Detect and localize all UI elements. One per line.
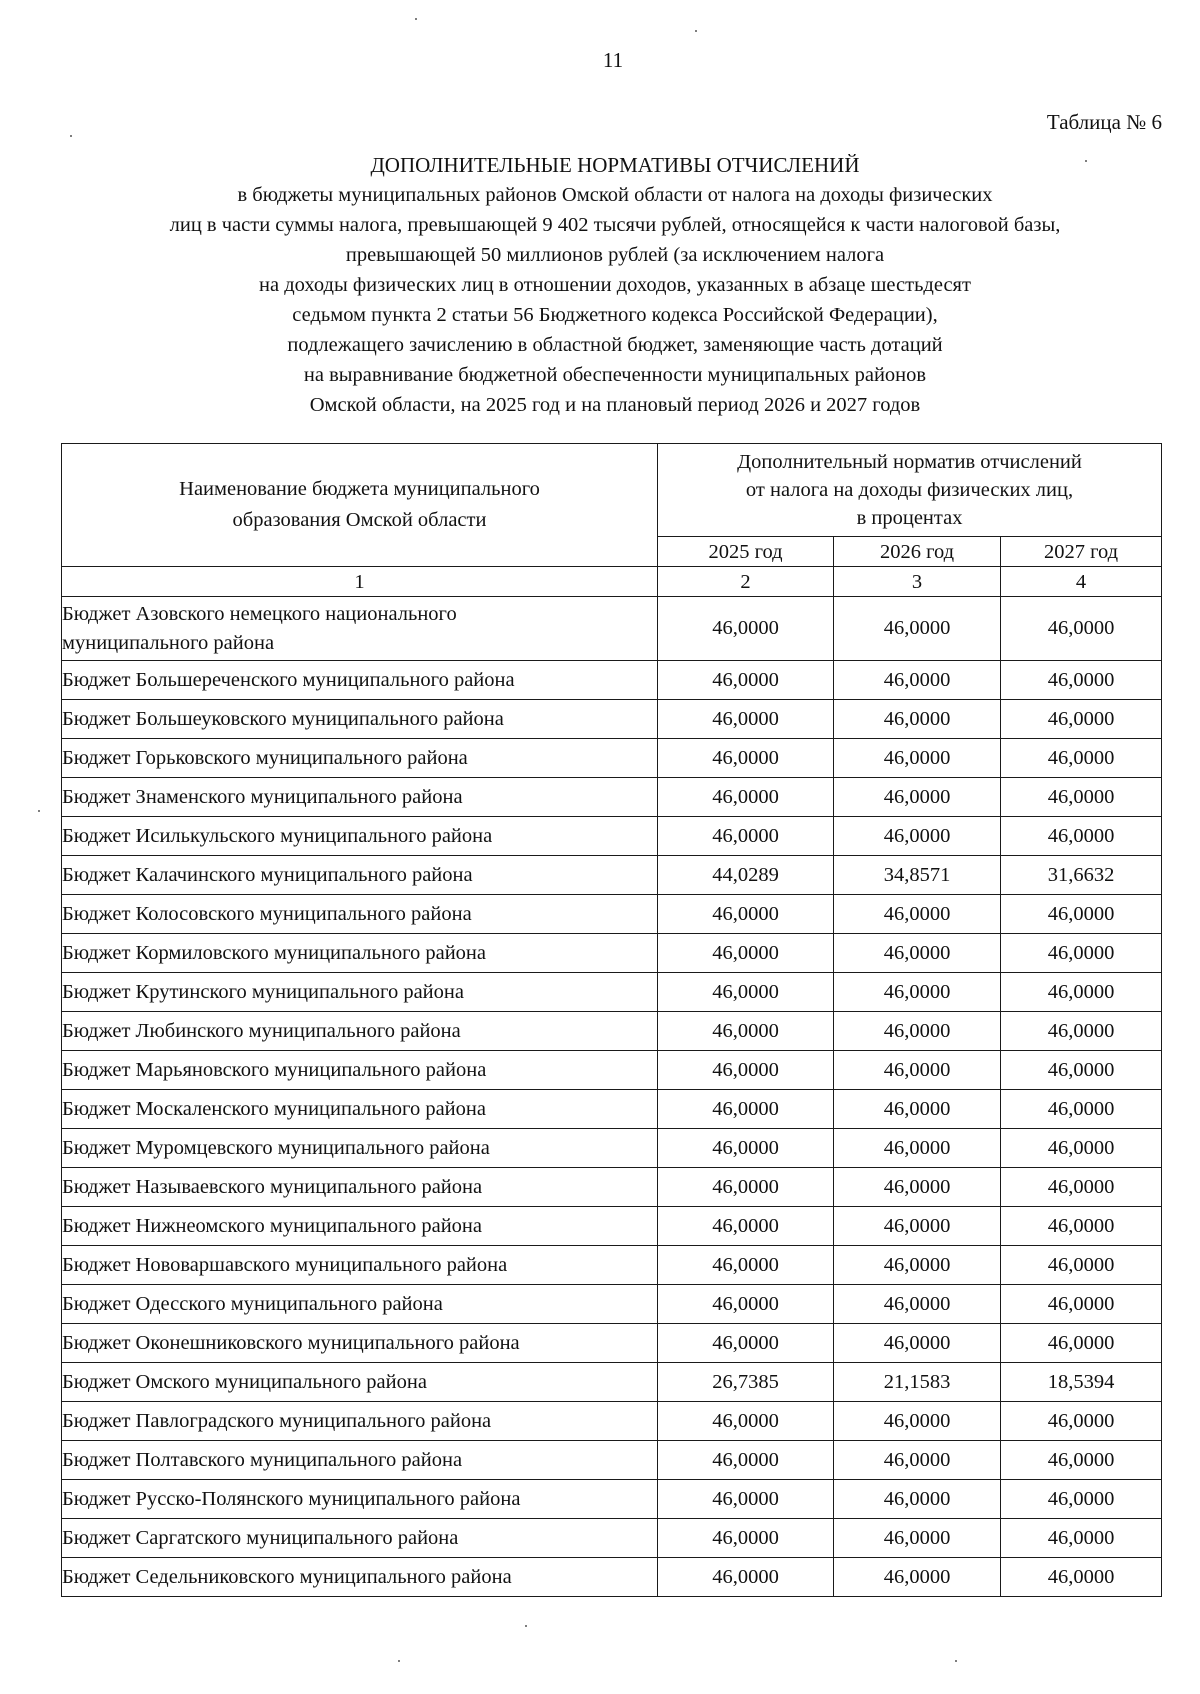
budget-name-cell <box>62 1129 658 1168</box>
norm-value-2027: 46,0000 <box>1001 1012 1162 1051</box>
norm-value-2025: 44,0289 <box>658 856 834 895</box>
norm-value-2025: 46,0000 <box>658 1441 834 1480</box>
budget-name-line: Бюджет Калачинского муниципального района <box>62 863 473 886</box>
header-norm-line: от налога на доходы физических лиц, <box>745 479 1074 501</box>
norm-value-2025: 46,0000 <box>658 1480 834 1519</box>
table-header <box>62 444 1162 597</box>
norm-value-2026: 46,0000 <box>834 700 1001 739</box>
header-norm-group <box>658 444 1162 537</box>
norm-value-2026: 46,0000 <box>834 934 1001 973</box>
budget-name-line: Бюджет Омского муниципального района <box>62 1370 427 1393</box>
table-row <box>62 856 1162 895</box>
column-number-4: 4 <box>1001 567 1162 597</box>
norm-value-2027: 31,6632 <box>1001 856 1162 895</box>
budget-name-cell <box>62 661 658 700</box>
table-row <box>62 1363 1162 1402</box>
norm-value-2027: 46,0000 <box>1001 661 1162 700</box>
table-row <box>62 1519 1162 1558</box>
norm-value-2026: 21,1583 <box>834 1363 1001 1402</box>
table-row <box>62 1480 1162 1519</box>
budget-name-line: Бюджет Саргатского муниципального района <box>62 1526 459 1549</box>
norm-value-2026: 46,0000 <box>834 973 1001 1012</box>
header-budget-name <box>62 444 658 567</box>
norm-value-2025: 46,0000 <box>658 817 834 856</box>
scan-speck <box>1085 160 1087 162</box>
norm-value-2026: 46,0000 <box>834 895 1001 934</box>
norm-value-2027: 46,0000 <box>1001 1090 1162 1129</box>
norm-value-2025: 46,0000 <box>658 1129 834 1168</box>
norm-value-2026: 46,0000 <box>834 1441 1001 1480</box>
norm-value-2026: 46,0000 <box>834 1246 1001 1285</box>
table-row <box>62 661 1162 700</box>
norm-value-2027: 46,0000 <box>1001 1207 1162 1246</box>
scan-speck <box>70 135 72 137</box>
budget-name-line: Бюджет Оконешниковского муниципального района <box>62 1331 520 1354</box>
norm-value-2027: 46,0000 <box>1001 739 1162 778</box>
norm-value-2027: 46,0000 <box>1001 1051 1162 1090</box>
norm-value-2027: 46,0000 <box>1001 895 1162 934</box>
budget-name-cell <box>62 1207 658 1246</box>
table-row <box>62 1012 1162 1051</box>
norm-value-2025: 46,0000 <box>658 700 834 739</box>
norm-value-2026: 46,0000 <box>834 1285 1001 1324</box>
budget-name-line: Бюджет Нижнеомского муниципального района <box>62 1214 482 1237</box>
scan-speck <box>415 18 417 20</box>
budget-name-line: Бюджет Нововаршавского муниципального района <box>62 1253 508 1276</box>
norm-value-2025: 46,0000 <box>658 973 834 1012</box>
budget-name-line: Бюджет Русско-Полянского муниципального района <box>62 1487 521 1510</box>
header-year-2026: 2026 год <box>834 537 1001 567</box>
norm-value-2026: 46,0000 <box>834 739 1001 778</box>
table-row <box>62 1207 1162 1246</box>
document-title: ДОПОЛНИТЕЛЬНЫЕ НОРМАТИВЫ ОТЧИСЛЕНИЙ <box>370 153 860 177</box>
column-number-1: 1 <box>62 567 658 597</box>
norm-value-2027: 46,0000 <box>1001 1402 1162 1441</box>
norm-value-2025: 46,0000 <box>658 895 834 934</box>
norm-value-2026: 46,0000 <box>834 1519 1001 1558</box>
budget-name-cell <box>62 1051 658 1090</box>
budget-name-line: Бюджет Полтавского муниципального района <box>62 1448 463 1471</box>
table-row <box>62 1129 1162 1168</box>
norm-value-2027: 46,0000 <box>1001 973 1162 1012</box>
table-row <box>62 1402 1162 1441</box>
budget-name-line: муниципального района <box>62 631 275 654</box>
budget-name-cell <box>62 700 658 739</box>
header-budget-name-line: Наименование бюджета муниципального <box>179 478 540 500</box>
header-year-2027: 2027 год <box>1001 537 1162 567</box>
subtitle-line: лиц в части суммы налога, превышающей 9 402 тысячи рублей, относящейся к части налоговой базы, <box>169 214 1061 236</box>
budget-name-cell <box>62 1090 658 1129</box>
budget-name-line: Бюджет Колосовского муниципального района <box>62 902 472 925</box>
table-row <box>62 1090 1162 1129</box>
norm-value-2025: 46,0000 <box>658 778 834 817</box>
budget-name-cell <box>62 1402 658 1441</box>
table-row <box>62 1246 1162 1285</box>
norm-value-2025: 46,0000 <box>658 1207 834 1246</box>
subtitle-line: на доходы физических лиц в отношении доходов, указанных в абзаце шестьдесят <box>259 274 971 296</box>
budget-name-cell <box>62 1558 658 1597</box>
header-norm-line: Дополнительный норматив отчислений <box>737 451 1082 473</box>
budget-name-cell <box>62 1441 658 1480</box>
scan-speck <box>38 810 40 812</box>
norm-value-2025: 46,0000 <box>658 1090 834 1129</box>
norm-value-2026: 46,0000 <box>834 597 1001 661</box>
budget-name-cell <box>62 856 658 895</box>
norm-value-2027: 46,0000 <box>1001 597 1162 661</box>
budget-name-line: Бюджет Муромцевского муниципального района <box>62 1136 490 1159</box>
norm-value-2027: 46,0000 <box>1001 1519 1162 1558</box>
budget-name-cell <box>62 1246 658 1285</box>
norm-value-2026: 46,0000 <box>834 1324 1001 1363</box>
budget-name-line: Бюджет Азовского немецкого национального <box>62 602 457 625</box>
budget-name-cell <box>62 1285 658 1324</box>
norm-value-2026: 34,8571 <box>834 856 1001 895</box>
budget-name-line: Бюджет Горьковского муниципального района <box>62 746 468 769</box>
norm-value-2025: 46,0000 <box>658 1285 834 1324</box>
header-budget-name-line: образования Омской области <box>232 509 487 531</box>
norm-value-2025: 46,0000 <box>658 597 834 661</box>
norm-value-2026: 46,0000 <box>834 1402 1001 1441</box>
subtitle-line: подлежащего зачислению в областной бюджет, заменяющие часть дотаций <box>287 334 943 356</box>
norm-value-2025: 46,0000 <box>658 1402 834 1441</box>
budget-name-line: Бюджет Седельниковского муниципального района <box>62 1565 512 1588</box>
table-row <box>62 1285 1162 1324</box>
table-label: Таблица № 6 <box>1046 110 1162 134</box>
norm-value-2027: 46,0000 <box>1001 1246 1162 1285</box>
norms-table <box>61 443 1162 1597</box>
budget-name-cell <box>62 778 658 817</box>
page-number: 11 <box>602 48 624 72</box>
norm-value-2027: 46,0000 <box>1001 778 1162 817</box>
norm-value-2025: 46,0000 <box>658 1558 834 1597</box>
budget-name-line: Бюджет Знаменского муниципального района <box>62 785 463 808</box>
norm-value-2027: 46,0000 <box>1001 934 1162 973</box>
scan-speck <box>398 1660 400 1662</box>
table-row <box>62 1324 1162 1363</box>
budget-name-line: Бюджет Большеуковского муниципального района <box>62 707 504 730</box>
norm-value-2027: 18,5394 <box>1001 1363 1162 1402</box>
budget-name-line: Бюджет Любинского муниципального района <box>62 1019 461 1042</box>
norm-value-2026: 46,0000 <box>834 1012 1001 1051</box>
scan-speck <box>525 1625 527 1627</box>
budget-name-cell <box>62 934 658 973</box>
norm-value-2025: 46,0000 <box>658 1168 834 1207</box>
norm-value-2025: 46,0000 <box>658 661 834 700</box>
subtitle-line: Омской области, на 2025 год и на плановый период 2026 и 2027 годов <box>309 394 921 416</box>
table-row <box>62 973 1162 1012</box>
budget-name-line: Бюджет Исилькульского муниципального района <box>62 824 493 847</box>
subtitle-line: превышающей 50 миллионов рублей (за исключением налога <box>345 244 885 266</box>
norm-value-2026: 46,0000 <box>834 1558 1001 1597</box>
norm-value-2026: 46,0000 <box>834 1129 1001 1168</box>
subtitle-line: седьмом пункта 2 статьи 56 Бюджетного кодекса Российской Федерации), <box>292 304 938 326</box>
column-number-2: 2 <box>658 567 834 597</box>
budget-name-cell <box>62 1519 658 1558</box>
header-norm-line: в процентах <box>856 507 963 529</box>
scan-speck <box>695 30 697 32</box>
table-row <box>62 597 1162 661</box>
budget-name-line: Бюджет Москаленского муниципального района <box>62 1097 486 1120</box>
budget-name-cell <box>62 1012 658 1051</box>
norm-value-2025: 46,0000 <box>658 934 834 973</box>
norm-value-2025: 46,0000 <box>658 1246 834 1285</box>
norm-value-2025: 46,0000 <box>658 739 834 778</box>
table-row <box>62 934 1162 973</box>
budget-name-line: Бюджет Кормиловского муниципального района <box>62 941 486 964</box>
budget-name-line: Бюджет Марьяновского муниципального района <box>62 1058 487 1081</box>
norm-value-2026: 46,0000 <box>834 778 1001 817</box>
header-year-2025: 2025 год <box>658 537 834 567</box>
norm-value-2026: 46,0000 <box>834 817 1001 856</box>
table-row <box>62 1168 1162 1207</box>
subtitle-line: на выравнивание бюджетной обеспеченности муниципальных районов <box>303 364 927 386</box>
norm-value-2025: 46,0000 <box>658 1051 834 1090</box>
budget-name-line: Бюджет Большереченского муниципального района <box>62 668 515 691</box>
table-row <box>62 778 1162 817</box>
budget-name-cell <box>62 973 658 1012</box>
table-row <box>62 700 1162 739</box>
budget-name-line: Бюджет Одесского муниципального района <box>62 1292 443 1315</box>
table-body <box>62 597 1162 1597</box>
norm-value-2025: 26,7385 <box>658 1363 834 1402</box>
budget-name-cell <box>62 1324 658 1363</box>
norm-value-2027: 46,0000 <box>1001 1324 1162 1363</box>
norm-value-2025: 46,0000 <box>658 1519 834 1558</box>
budget-name-line: Бюджет Называевского муниципального района <box>62 1175 483 1198</box>
table-row <box>62 739 1162 778</box>
column-number-3: 3 <box>834 567 1001 597</box>
norm-value-2027: 46,0000 <box>1001 1285 1162 1324</box>
norm-value-2025: 46,0000 <box>658 1012 834 1051</box>
document-title-block <box>60 150 1170 420</box>
table-row <box>62 1558 1162 1597</box>
budget-name-cell <box>62 1480 658 1519</box>
norm-value-2027: 46,0000 <box>1001 1129 1162 1168</box>
budget-name-cell <box>62 1363 658 1402</box>
norm-value-2026: 46,0000 <box>834 1207 1001 1246</box>
budget-name-cell <box>62 817 658 856</box>
budget-name-cell <box>62 1168 658 1207</box>
norm-value-2025: 46,0000 <box>658 1324 834 1363</box>
norm-value-2027: 46,0000 <box>1001 1441 1162 1480</box>
norm-value-2027: 46,0000 <box>1001 817 1162 856</box>
budget-name-cell <box>62 597 658 661</box>
table-row <box>62 895 1162 934</box>
norm-value-2027: 46,0000 <box>1001 1480 1162 1519</box>
norm-value-2026: 46,0000 <box>834 1090 1001 1129</box>
norm-value-2027: 46,0000 <box>1001 700 1162 739</box>
budget-name-cell <box>62 895 658 934</box>
table-row <box>62 1441 1162 1480</box>
budget-name-cell <box>62 739 658 778</box>
norm-value-2027: 46,0000 <box>1001 1168 1162 1207</box>
norm-value-2027: 46,0000 <box>1001 1558 1162 1597</box>
budget-name-line: Бюджет Крутинского муниципального района <box>62 980 464 1003</box>
norm-value-2026: 46,0000 <box>834 1051 1001 1090</box>
table-row <box>62 1051 1162 1090</box>
subtitle-line: в бюджеты муниципальных районов Омской области от налога на доходы физических <box>237 184 993 206</box>
budget-name-line: Бюджет Павлоградского муниципального района <box>62 1409 492 1432</box>
table-row <box>62 817 1162 856</box>
norm-value-2026: 46,0000 <box>834 1480 1001 1519</box>
norm-value-2026: 46,0000 <box>834 661 1001 700</box>
norm-value-2026: 46,0000 <box>834 1168 1001 1207</box>
scan-speck <box>955 1660 957 1662</box>
